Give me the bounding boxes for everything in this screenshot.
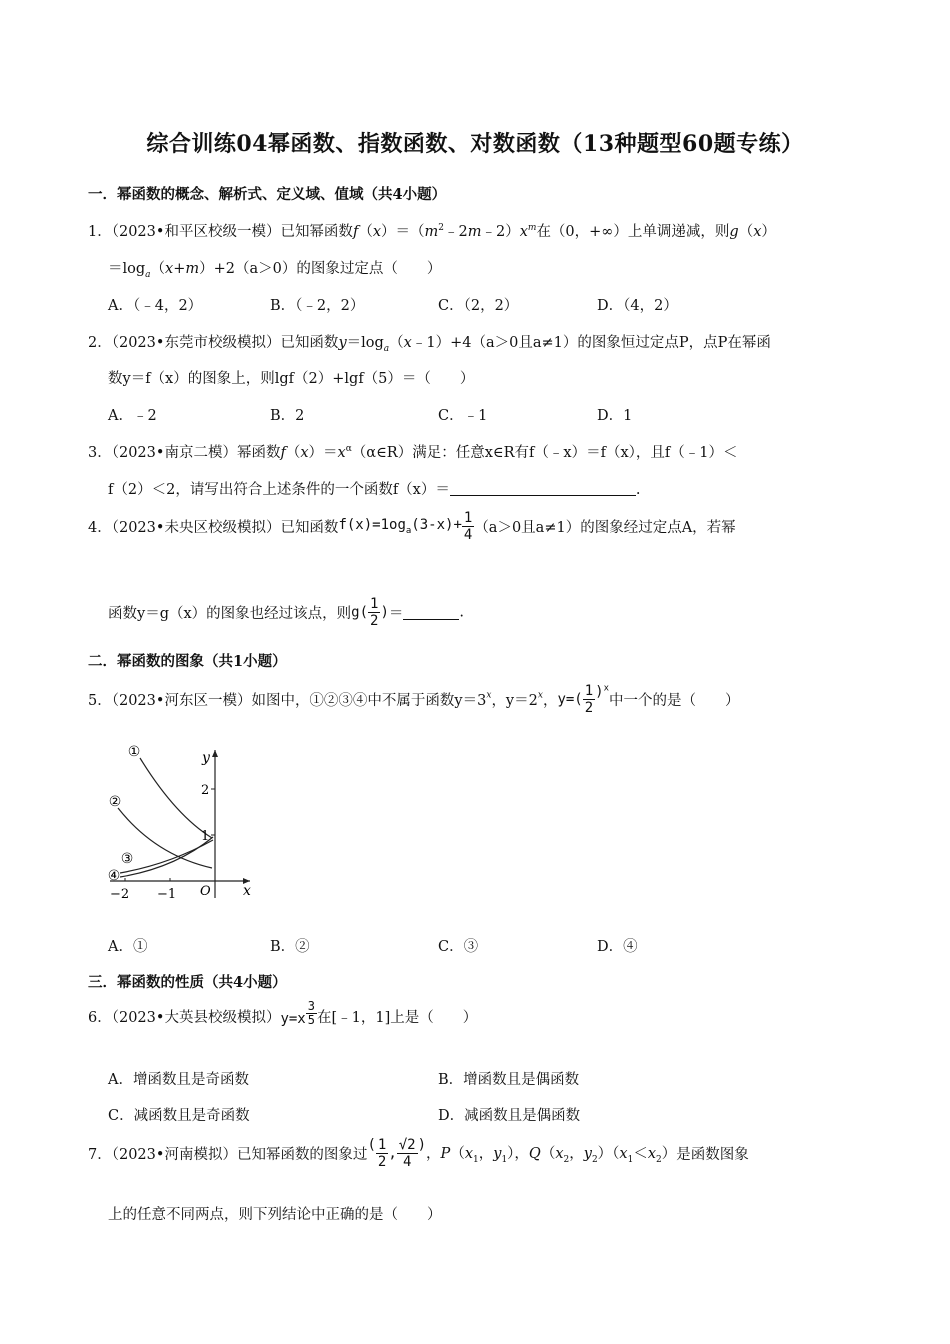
q2-option-c[interactable]: C．﹣1 <box>438 408 488 424</box>
q2-option-d[interactable]: D．1 <box>597 408 633 424</box>
answer-blank[interactable] <box>403 605 459 620</box>
question-3-line-2: f（2）＜2，请写出符合上述条件的一个函数f（x）＝ . <box>108 482 641 498</box>
origin-label: O <box>200 884 211 899</box>
x-tick-neg2: −2 <box>110 887 130 902</box>
q5-option-b[interactable]: B．② <box>270 939 310 955</box>
curve-4 <box>120 837 213 877</box>
question-2-line-2: 数y＝f（x）的图象上，则lgf（2）+lgf（5）＝（ ） <box>108 371 475 387</box>
section-heading-1: 一．幂函数的概念、解析式、定义域、值域（共4小题） <box>88 186 447 203</box>
curve-3 <box>120 840 213 873</box>
page-title: 综合训练04幂函数、指数函数、对数函数（13种题型60题专练） <box>146 131 804 157</box>
q4-formula: $f(x)=1og_a(3-x)+$ <box>338 517 462 536</box>
question-7-line-2: 上的任意不同两点，则下列结论中正确的是（ ） <box>108 1207 442 1223</box>
x-tick-neg1: −1 <box>157 887 177 902</box>
q1-option-d[interactable]: D．（4，2） <box>597 298 678 314</box>
question-6-line-1: 6．（2023•大英县校级模拟）y=x $\frac{3}{5}$ 在[﹣1，1]上是（ ） <box>88 999 478 1027</box>
q2-option-b[interactable]: B．2 <box>270 408 305 424</box>
question-3-line-1: 3．（2023•南京二模）幂函数$f(x)=x^\alpha(\alpha\in R)$满足：任意x∈R有f（﹣x）＝f（x），且f（﹣1）＜ <box>88 444 738 461</box>
curve-label-1: ① <box>127 744 141 760</box>
q6-option-a[interactable]: A．增函数且是奇函数 <box>108 1072 249 1088</box>
curve-1 <box>140 758 212 838</box>
q2-option-a[interactable]: A．﹣2 <box>108 408 157 424</box>
q5-option-d[interactable]: D．④ <box>597 939 638 955</box>
y-tick-2: 2 <box>201 783 210 798</box>
q1-option-b[interactable]: B．（﹣2，2） <box>270 298 365 314</box>
question-4-line-2: 函数y＝g（x）的图象也经过该点，则g( $\frac{1}{2}$ )＝ . <box>108 596 464 629</box>
answer-blank[interactable] <box>450 481 636 496</box>
x-axis-label: x <box>243 883 251 899</box>
section-heading-3: 三．幂函数的性质（共4小题） <box>88 974 287 991</box>
q1-option-a[interactable]: A．（﹣4，2） <box>108 298 203 314</box>
question-4-line-1: 4．（2023•未央区校级模拟）已知函数$f(x)=1og_a(3-x)+$ $\frac{1}{4}$ （a＞0且a≠1）的图象经过定点A，若幂 <box>88 510 736 543</box>
question-1-line-1: 1．（2023•和平区校级一模）已知幂函数$f(x)=(m^2﹣2m﹣2)x^m$在（0，+∞）上单调递减，则g（x） <box>88 223 776 240</box>
curve-label-3: ③ <box>120 851 134 867</box>
power-function-graph <box>100 740 260 905</box>
q5-option-a[interactable]: A．① <box>108 939 148 955</box>
question-1-line-2: $=\log_a(x+m)+2(a>0)$的图象过定点（ ） <box>108 261 442 280</box>
section-heading-2: 二．幂函数的图象（共1小题） <box>88 653 287 670</box>
curve-label-4: ④ <box>107 868 121 884</box>
q4-fraction: $\frac{1}{4}$ <box>463 510 473 543</box>
question-5-line-1: 5．（2023•河东区一模）如图中，①②③④中不属于函数$y=3^x$，$y=2^x$，y=( $\frac{1}{2}$ )$^x$中一个的是（ ） <box>88 683 740 716</box>
q6-option-d[interactable]: D．减函数且是偶函数 <box>438 1108 581 1124</box>
q6-option-b[interactable]: B．增函数且是偶函数 <box>438 1072 580 1088</box>
q6-option-c[interactable]: C．减函数且是奇函数 <box>108 1108 250 1124</box>
q1-option-c[interactable]: C．（2，2） <box>438 298 519 314</box>
q5-option-c[interactable]: C．③ <box>438 939 479 955</box>
curve-label-2: ② <box>108 794 122 810</box>
question-7-line-1: 7．（2023•河南模拟）已知幂函数的图象过( $\frac{1}{2}$ , $\frac{√2}{4}$ )，$P(x_1$，$y_1$），$Q(x_2$，$y_2)(x_1<x_2)$是函数图象 <box>88 1137 749 1170</box>
y-axis-arrow-icon <box>212 750 218 757</box>
question-2-line-1: 2．（2023•东莞市校级模拟）已知函数$y=\log_a(x﹣1)+4(a>0$且a≠1）的图象恒过定点P，点P在幂函 <box>88 335 771 354</box>
y-axis-label: y <box>202 750 210 766</box>
y-tick-1: 1 <box>201 829 210 844</box>
